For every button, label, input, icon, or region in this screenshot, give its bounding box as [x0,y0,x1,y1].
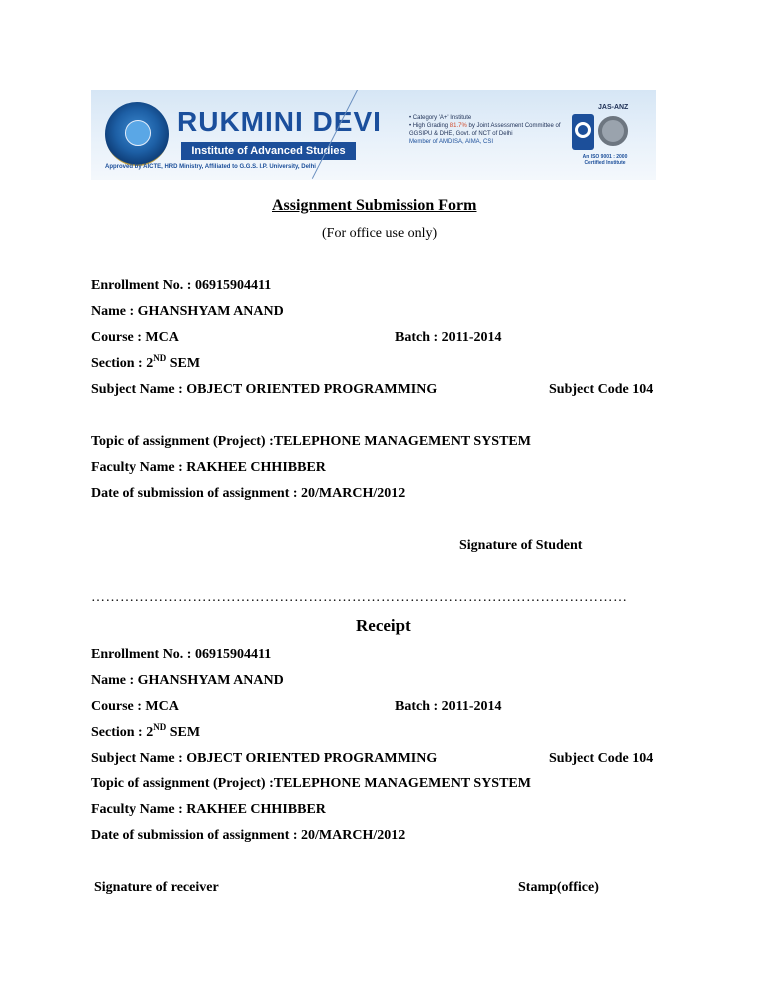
approval-text: Approved by AICTE, HRD Ministry, Affiliated to G.G.S. I.P. University, Delhi [105,164,316,170]
receipt-section-field: Section : 2ND SEM [91,722,201,740]
receipt-topic-field: Topic of assignment (Project) :TELEPHONE MANAGEMENT SYSTEM [91,776,531,791]
cut-line: ………………………………………………………………………………………………… [91,590,628,605]
form-subtitle: (For office use only) [322,226,438,241]
institute-name: RUKMINI DEVI [177,106,382,137]
course-field: Course : MCA [91,330,179,345]
topic-field: Topic of assignment (Project) :TELEPHONE MANAGEMENT SYSTEM [91,434,531,449]
highlight-member: Member of AMDISA, AIMA, CSI [409,139,494,145]
form-title: Assignment Submission Form [272,197,477,214]
receipt-student-name-field: Name : GHANSHYAM ANAND [91,673,284,688]
receipt-batch-field: Batch : 2011-2014 [395,699,502,714]
receipt-subject-code-field: Subject Code 104 [549,751,654,766]
section-field: Section : 2ND SEM [91,353,201,371]
office-stamp-label: Stamp(office) [518,880,599,895]
receipt-submission-date-field: Date of submission of assignment : 20/MARCH/2012 [91,828,406,843]
receipt-title: Receipt [356,616,411,635]
highlight-grading: • High Grading 81.7% by Joint Assessment Committee of GGSIPU & DHE, Govt. of NCT of Delhi [409,123,561,137]
cert-label: JAS-ANZ [598,104,629,111]
receipt-enrollment-field: Enrollment No. : 06915904411 [91,647,272,662]
institute-banner [91,90,656,180]
subject-code-field: Subject Code 104 [549,382,654,397]
certification-logos [572,104,652,170]
enrollment-field: Enrollment No. : 06915904411 [91,278,272,293]
student-signature-label: Signature of Student [459,538,583,553]
institute-tagline: Institute of Advanced Studies [181,142,356,160]
institute-seal-icon [105,102,169,166]
subject-name-field: Subject Name : OBJECT ORIENTED PROGRAMMING [91,382,438,397]
batch-field: Batch : 2011-2014 [395,330,502,345]
highlight-category: • Category 'A+' Institute [409,115,472,121]
student-name-field: Name : GHANSHYAM ANAND [91,304,284,319]
receipt-course-field: Course : MCA [91,699,179,714]
submission-date-field: Date of submission of assignment : 20/MARCH/2012 [91,486,406,501]
faculty-field: Faculty Name : RAKHEE CHHIBBER [91,460,326,475]
institute-highlights [409,114,585,146]
quality-logo-icon [572,114,594,150]
receipt-subject-name-field: Subject Name : OBJECT ORIENTED PROGRAMMING [91,751,438,766]
receiver-signature-label: Signature of receiver [94,880,219,895]
certification-logo-icon [598,116,628,146]
receipt-faculty-field: Faculty Name : RAKHEE CHHIBBER [91,802,326,817]
iso-text: An ISO 9001 : 2000 Certified Institute [582,154,628,166]
